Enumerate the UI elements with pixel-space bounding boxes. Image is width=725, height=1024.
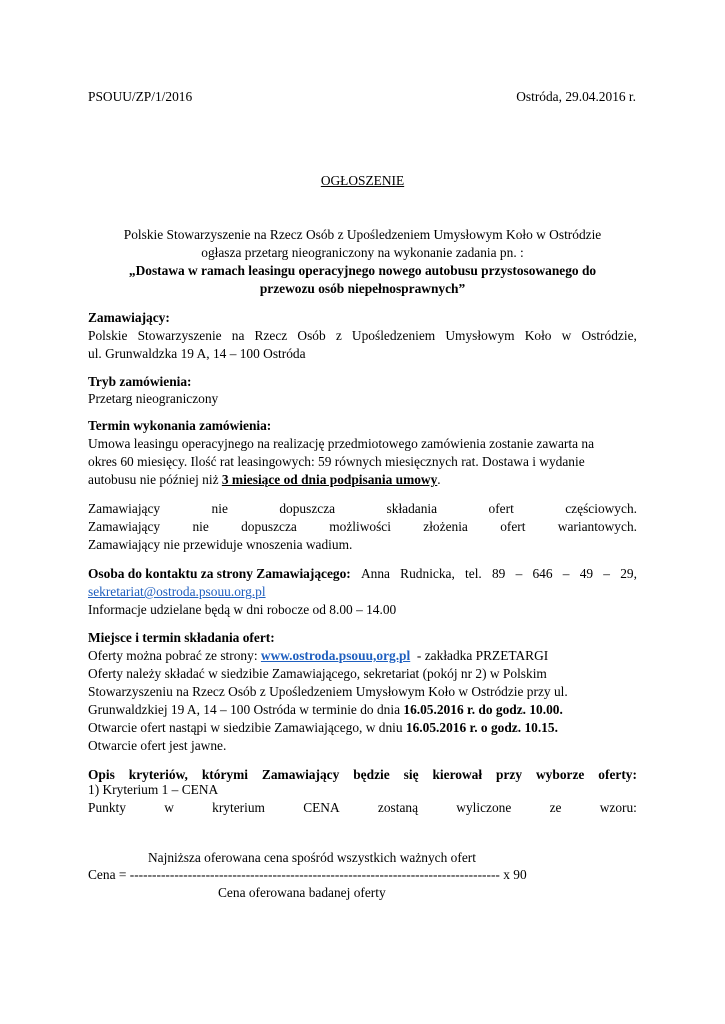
mode-heading: Tryb zamówienia: (88, 374, 192, 389)
term-deadline: 3 miesiące od dnia podpisania umowy (221, 472, 438, 487)
word: będzie (353, 767, 390, 782)
term-line-3-end: . (437, 472, 441, 487)
intro-line-2: ogłasza przetarg nieograniczony na wykonanie zadania pn. : (201, 245, 524, 260)
criteria-line-2 (88, 799, 637, 817)
word: Koło (524, 328, 552, 343)
buyer-line-1 (88, 327, 637, 345)
formula-denominator: Cena oferowana badanej oferty (218, 885, 386, 900)
word: Rudnicka, (400, 566, 455, 581)
word: Zamawiający (88, 519, 161, 534)
word: dopuszcza (279, 501, 336, 516)
term-line-1: Umowa leasingu operacyjnego na realizację przedmiotowego zamówienia zostanie zawarta na (88, 436, 595, 451)
formula-line: Cena = ----------------------------------------------------------------------------------- x 90 (88, 867, 527, 882)
submission-line-5-text: Otwarcie ofert nastąpi w siedzibie Zamawiającego, w dniu (88, 720, 406, 735)
term-line-3 (88, 471, 441, 489)
reference-number: PSOUU/ZP/1/2016 (88, 89, 193, 104)
word: ofert (500, 519, 526, 534)
word: nie (192, 519, 209, 534)
word: nie (211, 501, 228, 516)
word: 646 (532, 566, 553, 581)
term-line-3-text: autobusu nie później niż (88, 472, 222, 487)
word: w (561, 328, 572, 343)
partial-line-1 (88, 500, 637, 518)
contact-hours: Informacje udzielane będą w dni robocze od 8.00 – 14.00 (88, 602, 397, 617)
contact-line-1 (88, 565, 637, 583)
word: wyborze (536, 767, 585, 782)
word: kierował (432, 767, 483, 782)
word: złożenia (423, 519, 468, 534)
word: wariantowych. (557, 519, 637, 534)
task-name-line-2: przewozu osób niepełnosprawnych” (259, 281, 466, 296)
word: Opis (88, 767, 115, 782)
word: wyliczone (456, 800, 512, 815)
word: którymi (201, 767, 248, 782)
word: Ostródzie, (581, 328, 637, 343)
contact-email-line (88, 583, 266, 601)
word: kryteriów, (128, 767, 188, 782)
buyer-heading: Zamawiający: (88, 310, 170, 325)
word: oferty: (598, 767, 637, 782)
word: Punkty (88, 800, 126, 815)
word: – (603, 566, 610, 581)
submission-tab-info: - zakładka PRZETARGI (410, 648, 549, 663)
submission-line-2: Oferty należy składać w siedzibie Zamawiającego, sekretariat (pokój nr 2) w Polskim (88, 666, 547, 681)
partial-line-3: Zamawiający nie przewiduje wnoszenia wadium. (88, 537, 353, 552)
word: 49 (579, 566, 594, 581)
formula-numerator: Najniższa oferowana cena spośród wszystkich ważnych ofert (148, 850, 476, 865)
word: 29, (620, 566, 637, 581)
word: Anna (360, 566, 390, 581)
word: przy (496, 767, 523, 782)
word: składania (386, 501, 438, 516)
website-link[interactable]: www.ostroda.psouu,org.pl (260, 648, 411, 663)
term-line-2: okres 60 miesięcy. Ilość rat leasingowych: 59 równych miesięcznych rat. Dostawa i wydanie (88, 454, 585, 469)
submission-line-1 (88, 647, 548, 665)
mode-text: Przetarg nieograniczony (88, 391, 219, 406)
submission-deadline: 16.05.2016 r. do godz. 10.00. (403, 702, 563, 717)
buyer-address: ul. Grunwaldzka 19 A, 14 – 100 Ostróda (88, 346, 306, 361)
word: CENA (303, 800, 340, 815)
word: Rzecz (254, 328, 288, 343)
word: Stowarzyszenie (137, 328, 222, 343)
task-name-line-1: „Dostawa w ramach leasingu operacyjnego nowego autobusu przystosowanego do (128, 263, 597, 278)
word: Osób (297, 328, 326, 343)
word: z (335, 328, 342, 343)
intro-line-1: Polskie Stowarzyszenie na Rzecz Osób z Upośledzeniem Umysłowym Koło w Ostródzie (123, 227, 602, 242)
word: na (231, 328, 245, 343)
criteria-line-1: 1) Kryterium 1 – CENA (88, 782, 219, 797)
email-link[interactable]: sekretariat@ostroda.psouu.org.pl (88, 584, 266, 599)
title-text: OGŁOSZENIE (320, 173, 405, 188)
submission-line-1-text: Oferty można pobrać ze strony: (88, 648, 261, 663)
word: tel. (465, 566, 482, 581)
word: – (515, 566, 523, 581)
submission-heading: Miejsce i termin składania ofert: (88, 630, 275, 645)
opening-date: 16.05.2016 r. o godz. 10.15. (405, 720, 558, 735)
word: w (164, 800, 174, 815)
partial-line-2 (88, 518, 637, 536)
word: częściowych. (565, 501, 637, 516)
page-title (0, 172, 725, 190)
submission-line-4-text: Grunwaldzkiej 19 A, 14 – 100 Ostróda w terminie do dnia (88, 702, 404, 717)
submission-line-3: Stowarzyszeniu na Rzecz Osób z Upośledzeniem Umysłowym Koło w Ostródzie przy ul. (88, 684, 568, 699)
word: 89 (491, 566, 506, 581)
word: wzoru: (599, 800, 637, 815)
word: kryterium (212, 800, 265, 815)
word: możliwości (329, 519, 391, 534)
submission-line-4 (88, 701, 563, 719)
word: Zamawiający (261, 767, 340, 782)
word: zostaną (377, 800, 419, 815)
term-heading: Termin wykonania zamówienia: (88, 418, 272, 433)
word: ze (549, 800, 562, 815)
word: Upośledzeniem (351, 328, 436, 343)
word: – (562, 566, 570, 581)
word: dopuszcza (241, 519, 297, 534)
contact-heading: Osoba do kontaktu za strony Zamawiającego: (88, 566, 351, 581)
word: Polskie (88, 328, 128, 343)
word: Zamawiający (88, 501, 161, 516)
place-date: Ostróda, 29.04.2016 r. (516, 89, 636, 104)
word: się (403, 767, 419, 782)
word: ofert (488, 501, 514, 516)
submission-line-6: Otwarcie ofert jest jawne. (88, 738, 227, 753)
submission-line-5 (88, 719, 558, 737)
word: Umysłowym (445, 328, 515, 343)
